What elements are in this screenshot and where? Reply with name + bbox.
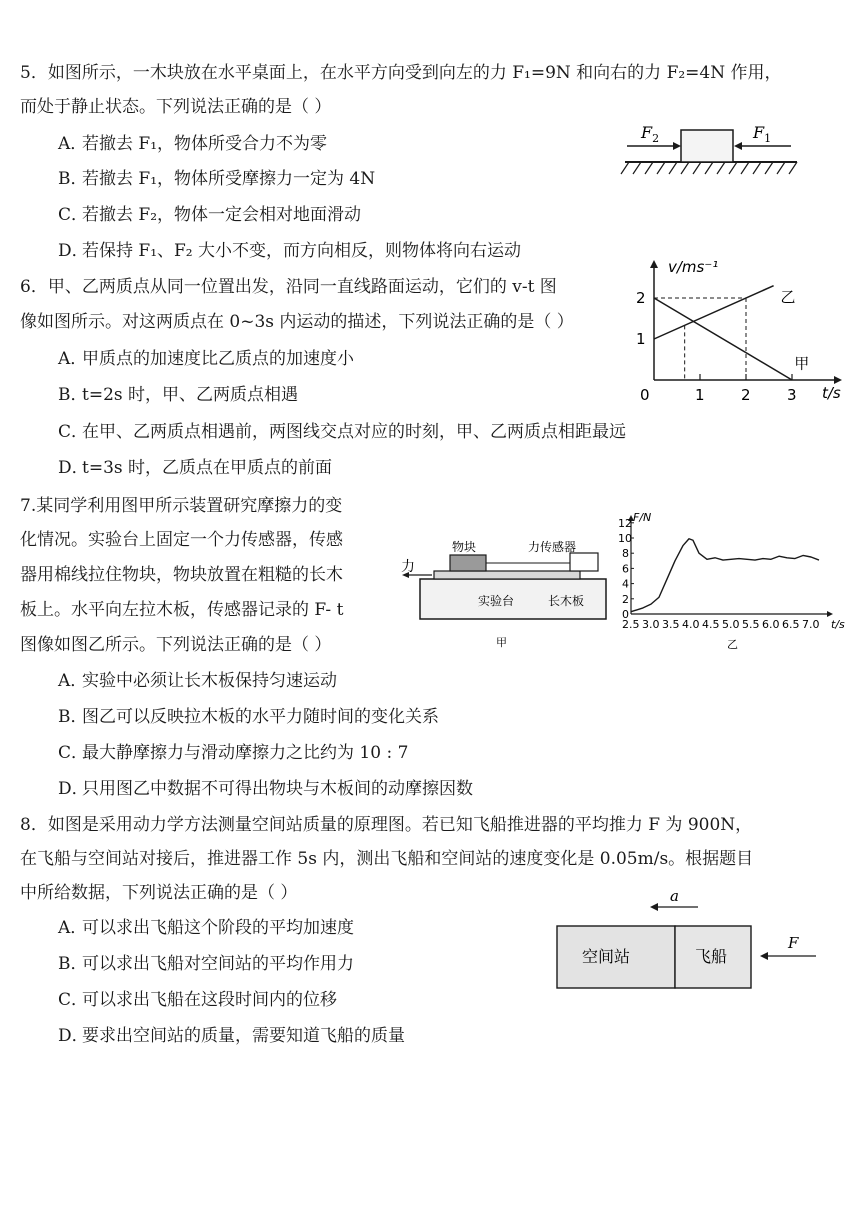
q6-option-c[interactable] [58, 421, 626, 443]
option-letter: C． [58, 422, 89, 442]
option-text: 最大静摩擦力与滑动摩擦力之比约为 10 : 7 [82, 743, 409, 763]
x-axis-arrowhead [834, 376, 842, 384]
option-letter: B． [58, 385, 88, 405]
option-letter: D． [58, 241, 89, 261]
origin-label: 0 [640, 386, 650, 404]
q8-stem-line2: 在飞船与空间站对接后，推进器工作 5s 内，测出飞船和空间站的速度变化是 0.05m/s。根据题目 [20, 849, 754, 869]
x-tick-label: 2.5 [622, 618, 640, 631]
q7-apparatus-diagram [398, 525, 613, 650]
series-jia-label: 甲 [794, 354, 810, 373]
option-text: 实验中必须让长木板保持匀速运动 [82, 671, 337, 691]
option-letter: C． [58, 990, 89, 1010]
option-text: 甲质点的加速度比乙质点的加速度小 [82, 349, 354, 369]
series-jia-line [654, 298, 792, 380]
q7-stem-line5: 图像如图乙所示。下列说法正确的是（ ） [20, 635, 332, 655]
y-axis-arrowhead [650, 260, 658, 268]
f2-arrowhead [673, 142, 681, 150]
q8-docking-diagram [550, 882, 825, 994]
y-tick-label: 4 [622, 577, 629, 591]
y-axis-label: v/ms⁻¹ [668, 258, 719, 276]
y-tick-label: 2 [636, 289, 646, 307]
q5-block-diagram [615, 118, 805, 180]
x-tick-label: 3 [787, 386, 797, 404]
option-text: 可以求出飞船这个阶段的平均加速度 [82, 918, 354, 938]
x-tick-label: 3.0 [642, 618, 660, 631]
option-text: 要求出空间站的质量，需要知道飞船的质量 [82, 1026, 405, 1046]
block-label: 物块 [452, 540, 477, 554]
q7-stem-line1: 7.某同学利用图甲所示装置研究摩擦力的变 [20, 496, 343, 516]
chart-caption-yi: 乙 [727, 638, 738, 651]
option-letter: B． [58, 954, 88, 974]
series-yi-label: 乙 [780, 288, 796, 307]
force-sensor [570, 553, 598, 571]
force-curve [631, 539, 819, 612]
q5-option-a[interactable] [58, 133, 327, 155]
x-tick-label: 7.0 [802, 618, 820, 631]
q7-ft-chart [613, 507, 858, 652]
y-tick-label: 2 [622, 592, 629, 606]
y-tick-label: 10 [618, 532, 632, 545]
force-label: 力 [401, 559, 415, 575]
f2-label: $F_2$ [641, 123, 660, 145]
q5-option-c[interactable] [58, 204, 361, 226]
option-text: 可以求出飞船在这段时间内的位移 [82, 990, 337, 1010]
option-letter: C． [58, 743, 89, 763]
q7-option-b[interactable] [58, 706, 439, 728]
option-letter: A． [58, 349, 88, 369]
option-letter: C． [58, 205, 89, 225]
x-tick-label: 4.0 [682, 618, 700, 631]
acceleration-arrowhead [650, 903, 658, 911]
q8-stem-line1: 8．如图是采用动力学方法测量空间站质量的原理图。若已知飞船推进器的平均推力 F 为 900N， [20, 815, 753, 835]
option-letter: B． [58, 707, 88, 727]
y-tick-label: 0 [622, 608, 629, 621]
x-tick-label: 2 [741, 386, 751, 404]
y-tick-label: 12 [618, 516, 632, 530]
option-text: t=3s 时，乙质点在甲质点的前面 [82, 458, 333, 478]
q8-option-c[interactable] [58, 989, 337, 1011]
option-letter: D． [58, 779, 89, 799]
series-yi-line [654, 286, 774, 339]
y-axis-label: F/N [633, 511, 652, 524]
option-text: 图乙可以反映拉木板的水平力随时间的变化关系 [82, 707, 439, 727]
option-letter: A． [58, 918, 88, 938]
option-text: 若撤去 F₂，物体一定会相对地面滑动 [82, 205, 362, 225]
x-tick-label: 5.0 [722, 618, 740, 631]
q7-stem-line4: 板上。水平向左拉木板，传感器记录的 F- t [20, 600, 344, 620]
x-tick-label: 4.5 [702, 618, 720, 631]
y-tick-label: 1 [636, 330, 646, 348]
f1-arrowhead [734, 142, 742, 150]
option-text: 只用图乙中数据不可得出物块与木板间的动摩擦因数 [82, 779, 473, 799]
q8-stem-line3: 中所给数据，下列说法正确的是（ ） [20, 883, 298, 903]
q7-option-a[interactable] [58, 670, 337, 692]
q7-option-c[interactable] [58, 742, 408, 764]
acceleration-label: a [670, 887, 679, 905]
q8-option-b[interactable] [58, 953, 354, 975]
q5-option-d[interactable] [58, 240, 521, 262]
q7-stem-line2: 化情况。实验台上固定一个力传感器，传感 [20, 530, 343, 550]
sensor-label: 力传感器 [528, 540, 577, 554]
x-tick-label: 6.5 [782, 618, 800, 631]
x-axis-label: t/s [822, 384, 841, 402]
option-text: 可以求出飞船对空间站的平均作用力 [82, 954, 354, 974]
table-label: 实验台 [478, 594, 515, 608]
q5-stem-line1: 5．如图所示，一木块放在水平桌面上，在水平方向受到向左的力 F₁=9N 和向右的力 F₂=4N 作用， [20, 63, 782, 83]
x-axis-arrowhead [827, 611, 833, 617]
option-text: 若保持 F₁、F₂ 大小不变，而方向相反，则物体将向右运动 [82, 241, 522, 261]
x-tick-label: 3.5 [662, 618, 680, 631]
x-axis-label: t/s [831, 618, 845, 631]
option-letter: A． [58, 134, 88, 154]
thrust-label: F [788, 934, 799, 952]
q6-stem-line1: 6．甲、乙两质点从同一位置出发，沿同一直线路面运动，它们的 v-t 图 [20, 277, 557, 297]
option-text: 若撤去 F₁，物体所受摩擦力一定为 4N [82, 169, 376, 189]
y-tick-label: 6 [622, 562, 629, 576]
option-letter: A． [58, 671, 88, 691]
q7-stem-line3: 器用棉线拉住物块，物块放置在粗糙的长木 [20, 565, 343, 585]
option-text: 若撤去 F₁，物体所受合力不为零 [82, 134, 328, 154]
station-label: 空间站 [582, 947, 631, 966]
x-tick-label: 1 [695, 386, 705, 404]
option-letter: D． [58, 458, 89, 478]
q8-option-d[interactable] [58, 1025, 405, 1047]
q5-stem-line2: 而处于静止状态。下列说法正确的是（ ） [20, 97, 332, 117]
long-board [434, 571, 580, 579]
q6-stem-line2: 像如图所示。对这两质点在 0~3s 内运动的描述，下列说法正确的是（ ） [20, 312, 574, 332]
q8-option-a[interactable] [58, 917, 354, 939]
q6-option-b[interactable] [58, 384, 298, 406]
option-letter: B． [58, 169, 88, 189]
q6-vt-chart [628, 252, 858, 412]
f1-label: $F_1$ [753, 123, 772, 145]
block [450, 555, 486, 571]
x-tick-label: 5.5 [742, 618, 760, 631]
q6-option-d[interactable] [58, 457, 332, 479]
option-text: t=2s 时，甲、乙两质点相遇 [82, 385, 299, 405]
y-tick-label: 8 [622, 547, 629, 561]
ship-label: 飞船 [695, 947, 728, 966]
x-tick-label: 6.0 [762, 618, 780, 631]
diagram-caption-jia: 甲 [496, 636, 507, 649]
ground-hatching [621, 162, 797, 174]
thrust-arrowhead [760, 952, 768, 960]
option-letter: D． [58, 1026, 89, 1046]
q7-option-d[interactable] [58, 778, 473, 800]
q6-option-a[interactable] [58, 348, 354, 370]
option-text: 在甲、乙两质点相遇前，两图线交点对应的时刻，甲、乙两质点相距最远 [82, 422, 626, 442]
q5-option-b[interactable] [58, 168, 375, 190]
board-label: 长木板 [548, 594, 585, 608]
wooden-block [681, 130, 733, 162]
